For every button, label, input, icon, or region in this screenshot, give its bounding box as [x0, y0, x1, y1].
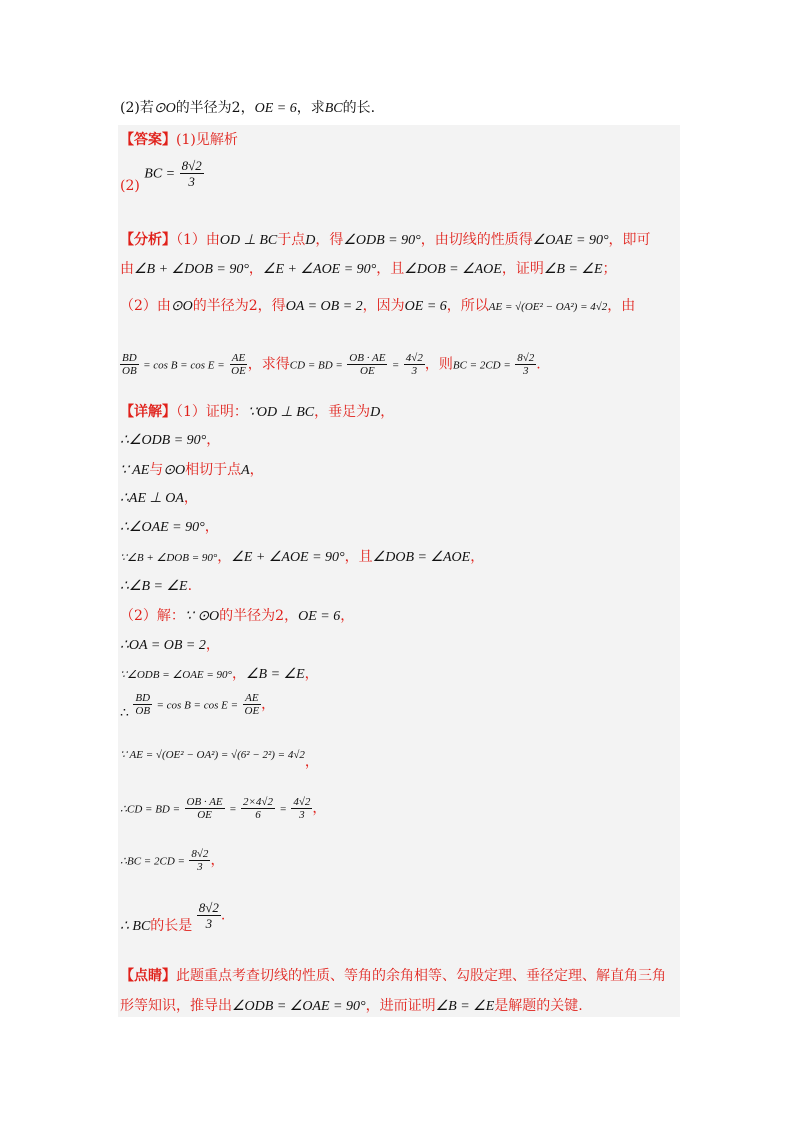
detail-label: 【详解】	[120, 404, 176, 420]
analysis-line-1: 【分析】（1）由OD ⊥ BC于点D，得∠ODB = 90°，由切线的性质得∠OAE = 90°，即可	[120, 232, 651, 248]
detail-line-11: ∴ $\frac{BD}{OB}$ = cos B = cos E = $\frac{AE}{OE}$ ，	[120, 692, 276, 721]
detail-line-5: ∴∠OAE = 90°，	[120, 519, 219, 535]
analysis-line-2: 由∠B + ∠DOB = 90°，∠E + ∠AOE = 90°，且∠DOB = ∠AOE，证明∠B = ∠E；	[120, 261, 617, 277]
comment-line-2: 形等知识，推导出∠ODB = ∠OAE = 90°，进而证明∠B = ∠E是解题的关键.	[120, 998, 583, 1014]
detail-line-2: ∴∠ODB = 90°，	[120, 432, 221, 448]
detail-line-4: ∴AE ⊥ OA，	[120, 490, 198, 506]
detail-line-12: ∵ AE = √(OE² − OA²) = √(6² − 2²) = 4√2，	[120, 749, 319, 770]
analysis-line-3: （2）由⊙O的半径为2，得OA = OB = 2，因为OE = 6，所以AE = √(OE² − OA²) = 4√2，由	[120, 298, 636, 314]
detail-line-9: ∴OA = OB = 2，	[120, 637, 220, 653]
detail-line-10: ∵∠ODB = ∠OAE = 90°，∠B = ∠E，	[120, 666, 319, 682]
detail-line-3: ∵ AE与⊙O相切于点A，	[120, 462, 264, 478]
answer-line-1: 【答案】(1)见解析	[120, 132, 238, 148]
detail-line-13: ∴CD = BD = $\frac{OB \cdot AE}{OE}$ = $\frac{2\times 4√2}{6}$ = $\frac{4√2}{3}$ ，	[120, 796, 327, 821]
answer-line-2: (2) BC = $\frac{8√2}{3}$	[120, 158, 202, 194]
detail-line-8: （2）解：∵ ⊙O的半径为2，OE = 6，	[120, 608, 355, 624]
answer-label: 【答案】	[120, 132, 176, 148]
analysis-label: 【分析】	[120, 232, 176, 248]
detail-line-1: 【详解】（1）证明：∵OD ⊥ BC，垂足为D，	[120, 404, 395, 420]
question-line: (2)若⊙O的半径为2，OE = 6，求BC的长.	[120, 100, 376, 116]
detail-line-14: ∴BC = 2CD = $\frac{8√2}{3}$ ，	[120, 848, 225, 873]
detail-line-6: ∵∠B + ∠DOB = 90°，∠E + ∠AOE = 90°，且∠DOB = ∠AOE，	[120, 549, 485, 565]
detail-line-7: ∴∠B = ∠E.	[120, 578, 193, 594]
comment-line-1: 【点睛】此题重点考查切线的性质、等角的余角相等、勾股定理、垂径定理、解直角三角	[120, 968, 666, 984]
comment-label: 【点睛】	[120, 968, 176, 984]
analysis-line-4: $\frac{BD}{OB}$ = cos B = cos E = $\frac{AE}{OE}$ ，求得CD = BD = $\frac{OB \cdot AE}{OE}$ = $\frac{4√2}{3}$ ，则BC = 2CD = $\frac{8√2}{3}$ .	[122, 352, 541, 377]
detail-line-15: ∴ BC的长是 $\frac{8√2}{3}$ .	[120, 900, 226, 934]
